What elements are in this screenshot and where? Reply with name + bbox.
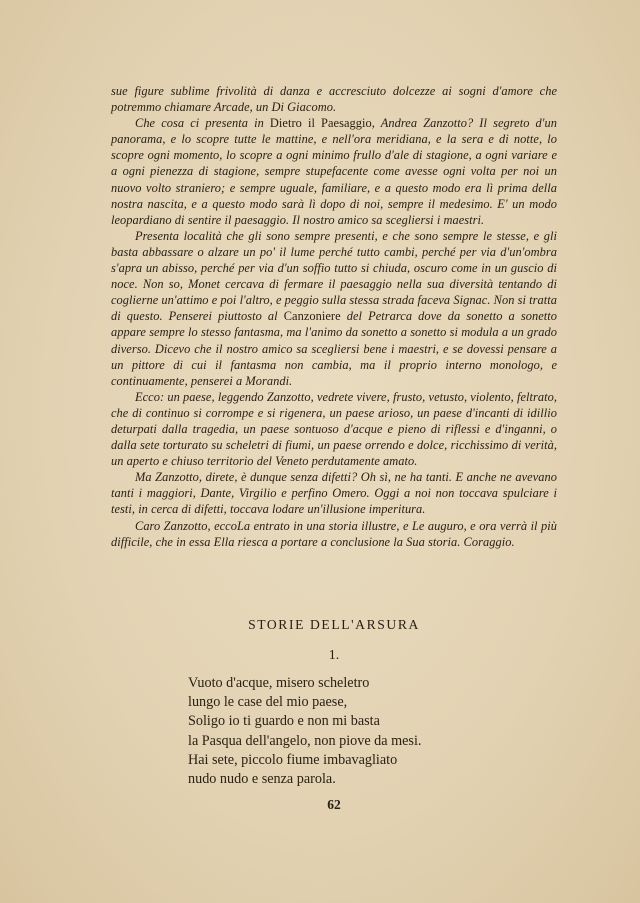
poem-line: Vuoto d'acque, misero scheletro xyxy=(188,675,370,691)
poem-line: nudo nudo e senza parola. xyxy=(188,771,336,788)
poem xyxy=(188,674,421,789)
paragraph-4: Ecco: un paese, leggendo Zanzotto, vedrete vivere, frusto, vetusto, violento, feltrato, che di continuo si corrompe e si rigenera, un paese arioso, un paese d'incanti di idillio deturpati dalla tragedia, un paese sontuoso d'acque e pieno di riflessi e d'inganni, o dalla sete torturato su scheletri di fiumi, un paese orrendo e dolce, ricchissimo di verità, un aperto e chiuso territorio del Veneto perdutamente amato. xyxy=(111,389,557,469)
paragraph-5: Ma Zanzotto, direte, è dunque senza difetti? Oh sì, ne ha tanti. E anche ne avevano tanti i maggiori, Dante, Virgilio e perfino Omero. Oggi a noi non toccava spulciare i testi, in cerca di difetti, toccava lodare un'illusione imperitura. xyxy=(111,470,557,517)
poem-line: Hai sete, piccolo fiume imbavagliato xyxy=(188,751,398,768)
essay-text xyxy=(111,83,557,550)
poem-number: 1. xyxy=(328,648,340,663)
page-number: 62 xyxy=(327,797,341,812)
book-title-dietro-il-paesaggio: Dietro il Paesaggio xyxy=(269,116,372,131)
paragraph-2-rest: , Andrea Zanzotto? Il segreto d'un panorama, e lo scopre tutte le mattine, e nell'ora meridiana, e la sera e di notte, lo scopre ogni momento, lo scopre a ogni minimo frullo d'ale di stagione, a ogni variare e a ogni pienezza di stagione, sempre stupefacente come avesse ogni volta per noi un nuovo volto straniero; e sempre uguale, familiare, e a questo modo era lì prima della nostra nascita, e a questo modo sarà lì dopo di noi, sempre il medesimo. E' un modo leopardiano di sentire il paesaggio. Il nostro amico sa scegliersi i maestri. xyxy=(111,116,557,227)
poem-line: Soligo io ti guardo e non mi basta xyxy=(188,713,380,730)
paragraph-6: Caro Zanzotto, eccoLa entrato in una storia illustre, e Le auguro, e ora verrà il più difficile, che in essa Ella riesca a portare a conclusione la Sua storia. Coraggio. xyxy=(111,518,557,549)
book-title-canzoniere: Canzoniere xyxy=(283,309,341,324)
poem-line: lungo le case del mio paese, xyxy=(188,694,348,711)
poem-line: la Pasqua dell'angelo, non piove da mesi. xyxy=(188,732,422,749)
section-title: STORIE DELL'ARSURA xyxy=(248,617,420,632)
paragraph-2-start: Che cosa ci presenta in xyxy=(135,116,270,131)
paragraph-2 xyxy=(111,115,557,228)
paragraph-3-start: Presenta località che gli sono sempre presenti, e che sono sempre le stesse, e gli basta abbassare o alzare un po' il lume perché tutto cambi, perché per via d'un'ombra s'apra un abisso, perché per via d'un soffio tutto si chiuda, oscuro come in un guscio di noce. Non so, Monet cercava di fermare il paesaggio nella sua diversità tentando di coglierne un'attimo e poi l'altro, e peggio sulla stessa strada faceva Signac. Non si tratta di questo. Penserei piuttosto al xyxy=(111,228,557,324)
paragraph-3-rest: del Petrarca dove da sonetto a sonetto appare sempre lo stesso fantasma, ma l'animo da sonetto a sonetto si modula a un grado diverso. Dicevo che il nostro amico sa scegliersi bene i maestri, e se dovessi pensare a un pittore di cui il fantasma non cambia, ma il proprio interno monologo, e continuamente, penserei a Morandi. xyxy=(111,309,558,388)
paragraph-1: sue figure sublime frivolità di danza e accresciuto dolcezze ai sogni d'amore che potremmo chiamare Arcade, un Di Giacomo. xyxy=(111,84,557,115)
paragraph-3 xyxy=(111,228,557,389)
